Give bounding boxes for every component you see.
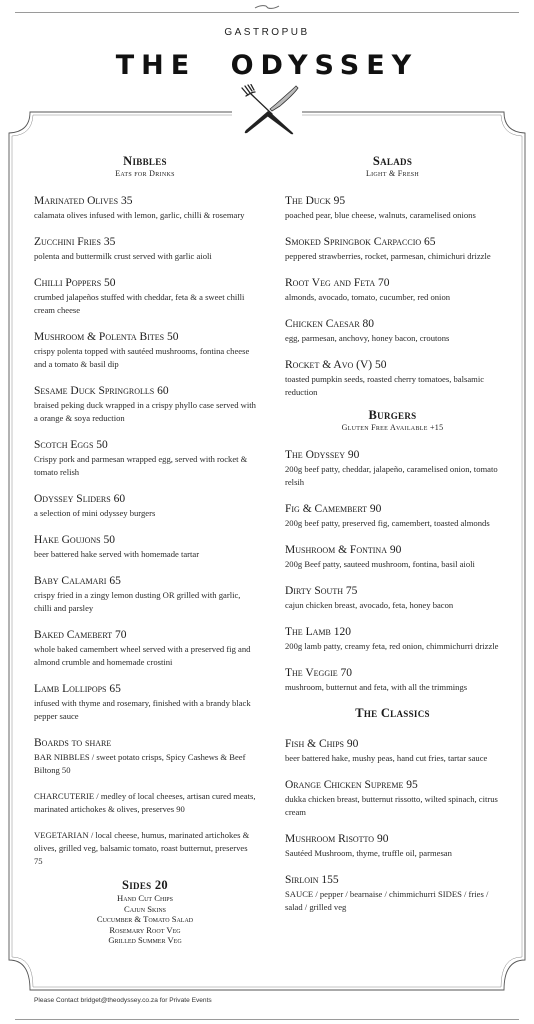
item-name: Mushroom Risotto 90 [285, 833, 389, 845]
sides-title: Sides 20 [122, 878, 168, 892]
item-description: infused with thyme and rosemary, finished with a brandy black pepper sauce [34, 698, 251, 721]
menu-item [34, 330, 256, 371]
item-name: Fig & Camembert 90 [285, 503, 382, 515]
item-description: toasted pumpkin seeds, roasted cherry tomatoes, balsamic reduction [285, 374, 485, 397]
menu-item [285, 317, 500, 345]
restaurant-name: THE ODYSSEY [115, 50, 419, 81]
menu-item [34, 829, 256, 868]
burgers-title: Burgers [368, 408, 417, 422]
item-description: dukka chicken breast, butternut rissotto, wilted spinach, citrus cream [285, 794, 498, 817]
item-name: Baby Calamari 65 [34, 575, 121, 587]
item-description: polenta and buttermilk crust served with garlic aioli [34, 251, 212, 261]
menu-item [285, 737, 500, 765]
menu-item [285, 235, 500, 263]
item-name: Fish & Chips 90 [285, 738, 359, 750]
private-events-contact: Please Contact bridget@theodyssey.co.za for Private Events [34, 997, 212, 1004]
item-description: VEGETARIAN / local cheese, humus, marinated artichokes & olives, grilled veg, balsamic tomato, roast butternut, preserves 75 [34, 830, 250, 866]
side-item: Grilled Summer Veg [108, 935, 182, 945]
salads-title: Salads [372, 154, 413, 168]
menu-item [34, 384, 256, 425]
salads-subtitle: Light & Fresh [365, 169, 420, 178]
menu-item [34, 492, 256, 520]
item-name: Lamb Lollipops 65 [34, 683, 121, 695]
item-name: Marinated Olives 35 [34, 195, 133, 207]
item-name: Root Veg and Feta 70 [285, 277, 390, 289]
item-name: Mushroom & Polenta Bites 50 [34, 331, 179, 343]
menu-item [285, 832, 500, 860]
item-name: The Lamb 120 [285, 626, 351, 638]
item-description: 200g beef patty, preserved fig, camembert, toasted almonds [285, 518, 490, 528]
menu-item [285, 625, 500, 653]
left-column [34, 154, 256, 946]
nibbles-subtitle: Eats for Drinks [115, 169, 175, 178]
item-description: Crispy pork and parmesan wrapped egg, served with rocket & tomato relish [34, 454, 248, 477]
classics-title: The Classics [355, 706, 430, 720]
nibbles-title: Nibbles [123, 154, 167, 168]
menu-item [285, 276, 500, 304]
sides-list [34, 893, 256, 946]
item-description: beer battered hake served with homemade tartar [34, 549, 200, 559]
item-description: crispy fried in a zingy lemon dusting OR grilled with garlic, chilli and parsley [34, 590, 241, 613]
item-name: Sesame Duck Springrolls 60 [34, 385, 169, 397]
item-description: whole baked camembert wheel served with a preserved fig and almond crumble and homemade crostini [34, 644, 251, 667]
menu-item [285, 358, 500, 399]
side-item: Rosemary Root Veg [109, 924, 181, 935]
item-name: Dirty South 75 [285, 585, 358, 597]
item-description: crispy polenta topped with sautéed mushrooms, fontina cheese and a tomato & basil dip [34, 346, 250, 369]
item-description: CHARCUTERIE / medley of local cheeses, artisan cured meats, marinated artichokes & olives, preserves 90 [34, 791, 256, 814]
menu-item [285, 873, 500, 914]
menu-item [34, 682, 256, 723]
item-description: 200g lamb patty, creamy feta, red onion, chimmichurri drizzle [285, 641, 499, 651]
item-description: braised peking duck wrapped in a crispy phyllo case served with a orange & soya reduction [34, 400, 256, 423]
item-description: 200g beef patty, cheddar, jalapeño, caramelised onion, tomato relsih [285, 464, 498, 487]
venue-type: GASTROPUB [224, 27, 310, 38]
flourish-icon [254, 4, 280, 10]
menu-item [34, 276, 256, 317]
item-description: cajun chicken breast, avocado, feta, honey bacon [285, 600, 454, 610]
item-description: a selection of mini odyssey burgers [34, 508, 156, 518]
menu-item [34, 533, 256, 561]
bottom-rule [15, 1019, 519, 1020]
crossed-knife-fork-icon [232, 84, 302, 136]
item-description: Sautéed Mushroom, thyme, truffle oil, parmesan [285, 848, 452, 858]
menu-item [285, 584, 500, 612]
right-column [285, 154, 500, 927]
item-description: calamata olives infused with lemon, garlic, chilli & rosemary [34, 210, 245, 220]
item-description: 200g Beef patty, sauteed mushroom, fontina, basil aioli [285, 559, 475, 569]
item-name: Boards to share [34, 737, 112, 749]
item-description: mushroom, butternut and feta, with all the trimmings [285, 682, 468, 692]
side-item: Cucumber & Tomato Salad [96, 914, 194, 924]
menu-item [285, 666, 500, 694]
item-description: poached pear, blue cheese, walnuts, caramelised onions [285, 210, 476, 220]
menu-item [34, 235, 256, 263]
item-description: peppered strawberries, rocket, parmesan, chimichuri drizzle [285, 251, 491, 261]
menu-item [34, 736, 256, 777]
menu-item [285, 448, 500, 489]
item-name: Baked Camebert 70 [34, 629, 127, 641]
item-name: Rocket & Avo (V) 50 [285, 359, 387, 371]
item-name: The Odyssey 90 [285, 449, 360, 461]
item-name: Mushroom & Fontina 90 [285, 544, 402, 556]
item-description: BAR NIBBLES / sweet potato crisps, Spicy Cashews & Beef Biltong 50 [34, 752, 246, 775]
item-name: Scotch Eggs 50 [34, 439, 108, 451]
item-description: egg, parmesan, anchovy, honey bacon, croutons [285, 333, 450, 343]
burgers-subtitle: Gluten Free Available +15 [341, 423, 444, 432]
item-name: Odyssey Sliders 60 [34, 493, 126, 505]
menu-item [34, 438, 256, 479]
side-item: Cajun Skins [124, 903, 166, 914]
menu-item [34, 628, 256, 669]
item-description: crumbed jalapeños stuffed with cheddar, feta & a sweet chilli cream cheese [34, 292, 245, 315]
item-name: The Veggie 70 [285, 667, 353, 679]
item-name: Chilli Poppers 50 [34, 277, 116, 289]
item-description: SAUCE / pepper / bearnaise / chimmichurri SIDES / fries / salad / grilled veg [285, 889, 489, 912]
menu-item [285, 502, 500, 530]
menu-item [34, 790, 256, 816]
item-name: Orange Chicken Supreme 95 [285, 779, 418, 791]
item-name: Sirloin 155 [285, 874, 339, 886]
item-description: beer battered hake, mushy peas, hand cut fries, tartar sauce [285, 753, 488, 763]
menu-item [285, 543, 500, 571]
item-name: Chicken Caesar 80 [285, 318, 375, 330]
item-name: Zucchini Fries 35 [34, 236, 116, 248]
menu-item [34, 574, 256, 615]
item-name: Smoked Springbok Carpaccio 65 [285, 236, 436, 248]
item-name: The Duck 95 [285, 195, 346, 207]
menu-item [34, 194, 256, 222]
top-rule [15, 12, 519, 13]
item-name: Hake Goujons 50 [34, 534, 115, 546]
menu-item [285, 194, 500, 222]
menu-item [285, 778, 500, 819]
side-item: Hand Cut Chips [117, 893, 173, 903]
item-description: almonds, avocado, tomato, cucumber, red onion [285, 292, 451, 302]
